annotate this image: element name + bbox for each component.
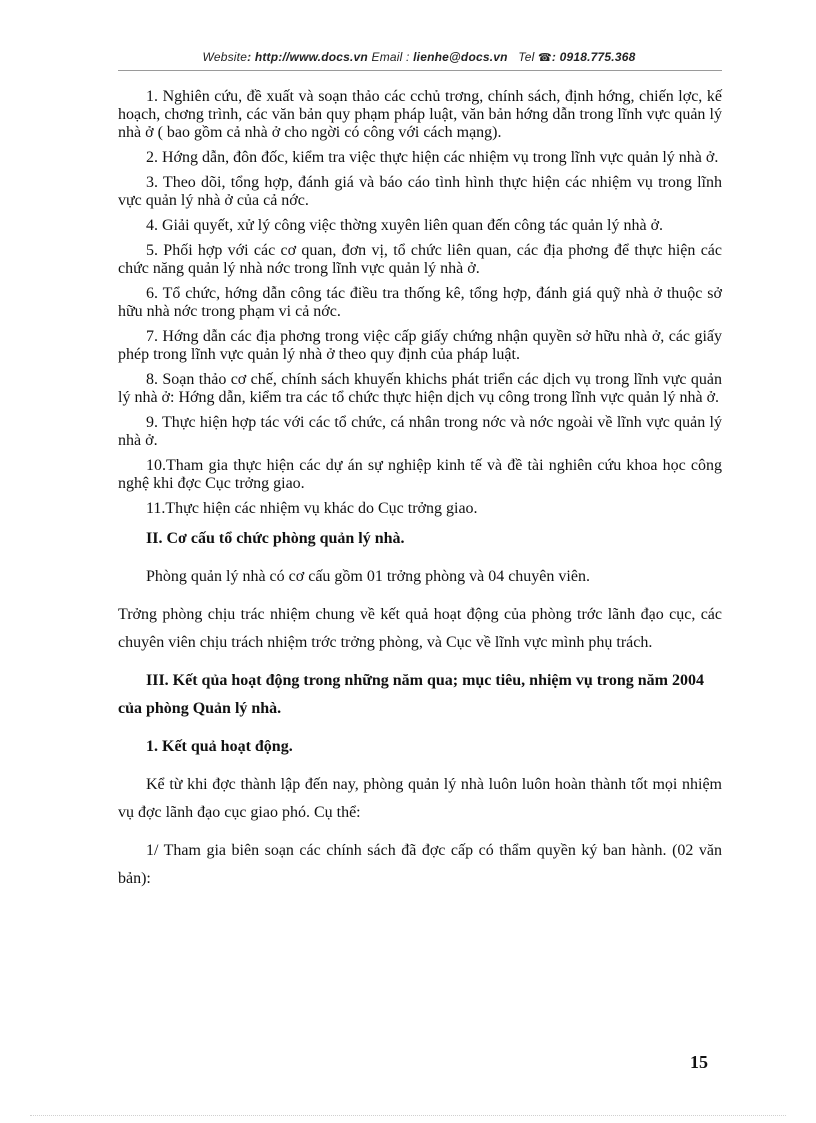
section-3-paragraph-1: Kể từ khi đợc thành lập đến nay, phòng quản lý nhà luôn luôn hoàn thành tốt mọi nhiệm vụ đợc lãnh đạo cục giao phó. Cụ thể: — [118, 776, 722, 821]
website-label: Website — [202, 50, 248, 64]
duties-list — [118, 88, 722, 518]
duty-item-9: 9. Thực hiện hợp tác với các tổ chức, cá nhân trong nớc và nớc ngoài về lĩnh vực quản lý nhà ở. — [118, 414, 722, 449]
page-header: Website: http://www.docs.vn Email : lienhe@docs.vn Tel ☎: 0918.775.368 — [202, 50, 636, 64]
duty-item-11: 11.Thực hiện các nhiệm vụ khác do Cục trởng giao. — [146, 500, 478, 517]
website-url[interactable]: http://www.docs.vn — [254, 50, 368, 64]
tel-value: : 0918.775.368 — [551, 50, 636, 64]
duty-item-6: 6. Tổ chức, hớng dẫn công tác điều tra thống kê, tổng hợp, đánh giá quỹ nhà ở thuộc sở hữu nhà nớc trong phạm vi cả nớc. — [118, 285, 722, 320]
email-value[interactable]: lienhe@docs.vn — [413, 50, 508, 64]
document-body — [118, 88, 722, 903]
section-3-paragraph-2: 1/ Tham gia biên soạn các chính sách đã đợc cấp có thẩm quyền ký ban hành. (02 văn bản): — [118, 842, 722, 887]
duty-item-5: 5. Phối hợp với các cơ quan, đơn vị, tổ chức liên quan, các địa phơng để thực hiện các chức năng quản lý nhà nớc trong lĩnh vực quản lý nhà ở. — [118, 242, 722, 277]
footer-divider — [30, 1115, 786, 1116]
duty-item-10: 10.Tham gia thực hiện các dự án sự nghiệp kinh tế và đề tài nghiên cứu khoa học công nghệ khi đợc Cục trởng giao. — [118, 457, 722, 492]
section-3-heading: III. Kết qủa hoạt động trong những năm qua; mục tiêu, nhiệm vụ trong năm 2004 của phòng Quản lý nhà. — [118, 672, 704, 717]
duty-item-1: 1. Nghiên cứu, đề xuất và soạn thảo các cchủ trơng, chính sách, định hớng, chiến lợc, kế hoạch, chơng trình, các văn bản quy phạm pháp luật, văn bản hớng dẫn trong lĩnh vực quản lý nhà ở ( bao gồm cả nhà ở cho ngời có công với cách mạng). — [118, 88, 722, 141]
duty-item-8: 8. Soạn thảo cơ chế, chính sách khuyến khichs phát triển các dịch vụ trong lĩnh vực quản lý nhà ở: Hớng dẫn, kiểm tra các tổ chức thực hiện dịch vụ công trong lĩnh vực quản lý nhà ở. — [118, 371, 722, 406]
tel-label: Tel — [518, 50, 535, 64]
duty-item-2: 2. Hớng dẫn, đôn đốc, kiểm tra việc thực hiện các nhiệm vụ trong lĩnh vực quản lý nhà ở. — [146, 149, 719, 166]
duty-item-3: 3. Theo dõi, tổng hợp, đánh giá và báo cáo tình hình thực hiện các nhiệm vụ trong lĩnh vực quản lý nhà ở của cả nớc. — [118, 174, 722, 209]
section-2-paragraph-1: Phòng quản lý nhà có cơ cấu gồm 01 trởng phòng và 04 chuyên viên. — [146, 568, 590, 585]
telephone-icon: ☎ — [538, 52, 552, 64]
header-divider — [118, 70, 722, 71]
duty-item-7: 7. Hớng dẫn các địa phơng trong việc cấp giấy chứng nhận quyền sở hữu nhà ở, các giấy phép trong lĩnh vực quản lý nhà ở theo quy định của pháp luật. — [118, 328, 722, 363]
section-3-subheading: 1. Kết quả hoạt động. — [146, 738, 293, 755]
section-results — [118, 667, 722, 893]
section-organization — [118, 525, 722, 657]
duty-item-4: 4. Giải quyết, xử lý công việc thờng xuyên liên quan đến công tác quản lý nhà ở. — [146, 217, 664, 234]
page-number: 15 — [690, 1052, 708, 1072]
email-label: Email : — [371, 50, 410, 64]
section-2-paragraph-2: Trởng phòng chịu trác nhiệm chung về kết quả hoạt động của phòng trớc lãnh đạo cục, các chuyên viên chịu trách nhiệm trớc trởng phòng, và Cục về lĩnh vực mình phụ trách. — [118, 606, 722, 651]
section-2-heading: II. Cơ cấu tổ chức phòng quản lý nhà. — [146, 530, 405, 547]
